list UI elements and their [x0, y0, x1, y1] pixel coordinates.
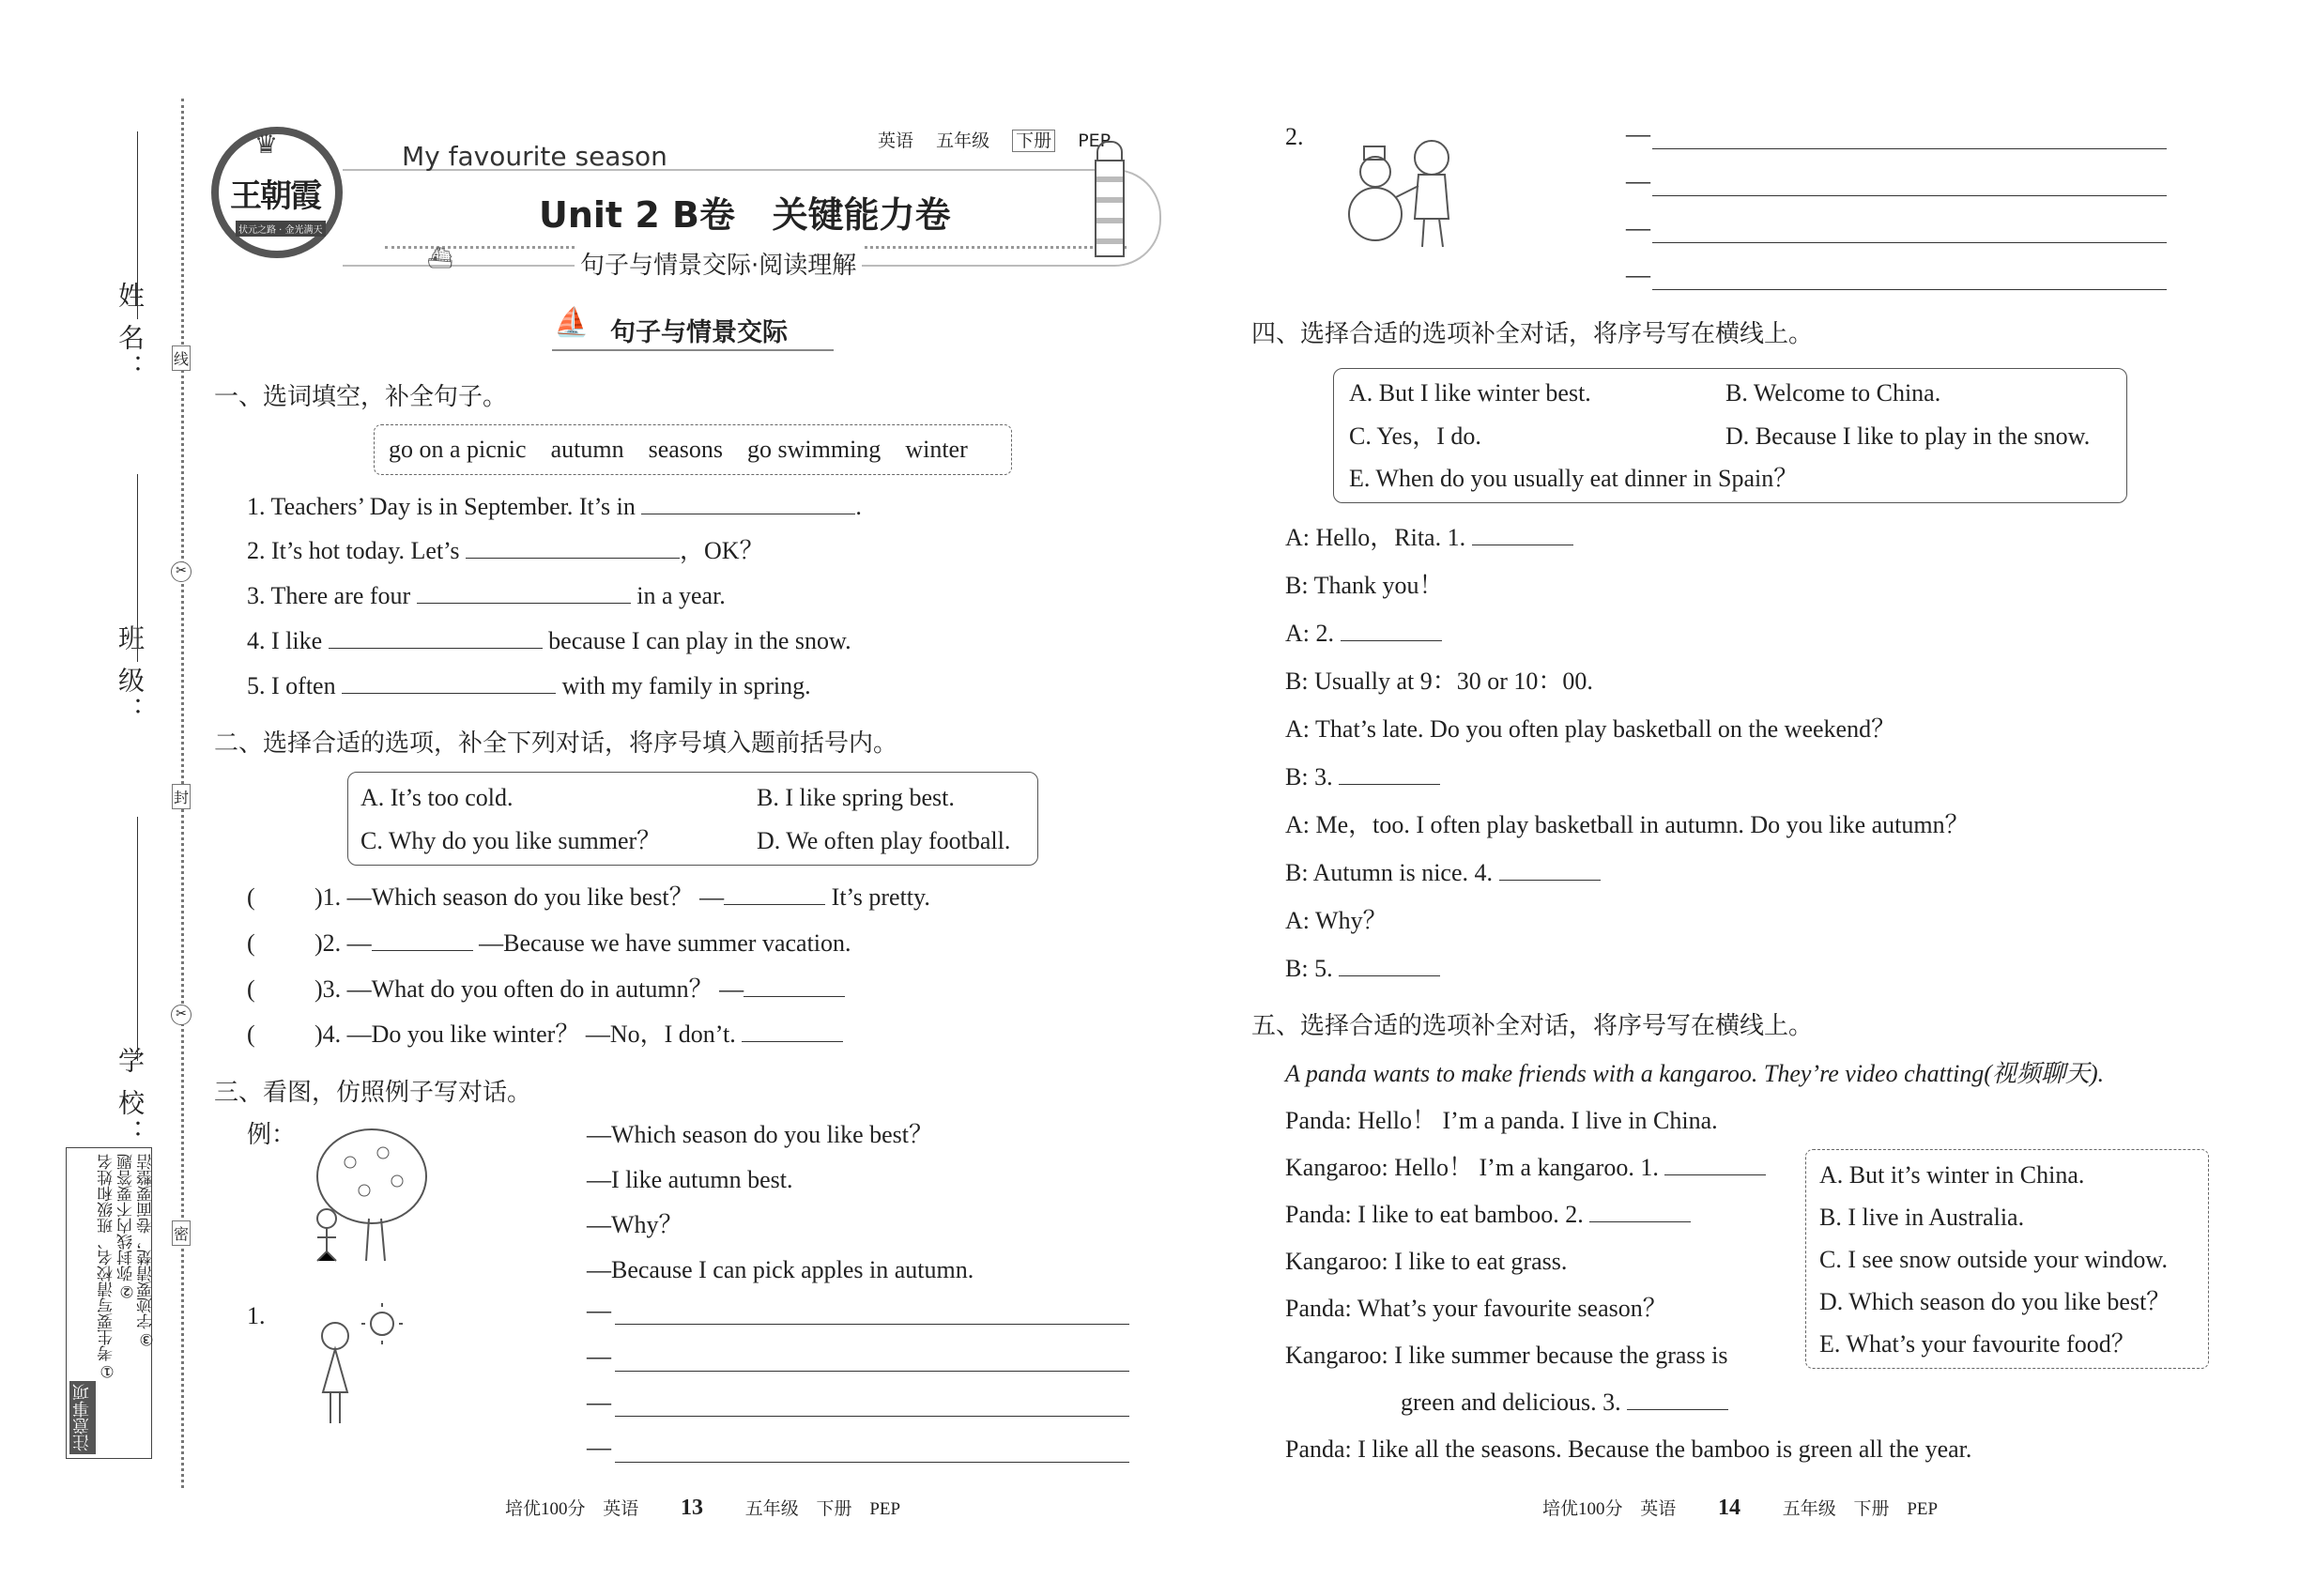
option: C. Why do you like summer？ — [360, 827, 662, 854]
dash: — — [1626, 120, 1650, 147]
page-title: Unit 2 B卷 关键能力卷 — [539, 194, 951, 236]
question: 5. I often with my family in spring. — [247, 672, 811, 699]
footer-term: 下册 — [1853, 1499, 1890, 1519]
name-label: 姓 名： — [115, 282, 146, 384]
footer-left — [505, 1495, 900, 1521]
dialog-line: B: Autumn is nice. 4. — [1285, 858, 1601, 888]
option: A. But it’s winter in China. — [1819, 1161, 2085, 1189]
dialog-line: B: Usually at 9：30 or 10：00. — [1285, 668, 1593, 695]
school-line[interactable] — [137, 817, 138, 1061]
option: C. Yes，I do. — [1349, 422, 1481, 450]
s4-heading: 四、选择合适的选项补全对话，将序号写在横线上。 — [1251, 320, 1814, 348]
dialog-line: Panda: Hello！ I’m a panda. I live in China. — [1285, 1107, 1718, 1134]
header-meta — [878, 127, 1111, 152]
question: 4. I like because I can play in the snow. — [247, 627, 851, 654]
class-label: 班 级： — [115, 624, 146, 727]
name-line[interactable] — [137, 131, 138, 319]
answer-bracket[interactable]: ( — [247, 975, 255, 1003]
dialog-line: Panda: What’s your favourite season？ — [1285, 1295, 1667, 1322]
option: D. Because I like to play in the snow. — [1725, 422, 2091, 450]
meta-grade: 五年级 — [936, 130, 990, 151]
example-line: —Which season do you like best？ — [587, 1121, 933, 1148]
answer-blank[interactable] — [342, 672, 556, 694]
q1-label: 1. — [247, 1302, 266, 1329]
question: ( )4. —Do you like winter？ —No，I don’t. — [247, 1020, 843, 1050]
word-bank-words — [389, 435, 968, 465]
s5-heading: 五、选择合适的选项补全对话，将序号写在横线上。 — [1251, 1012, 1814, 1040]
q2-label: 2. — [1285, 123, 1304, 150]
answer-blank[interactable] — [1472, 524, 1573, 545]
dialog-line: green and delicious. 3. — [1401, 1388, 1728, 1418]
cut-char-mi: 密 — [172, 1220, 191, 1246]
dash: — — [587, 1434, 611, 1461]
option: A. It’s too cold. — [360, 784, 514, 811]
dash: — — [587, 1389, 611, 1416]
dash: — — [587, 1343, 611, 1370]
option: B. I live in Australia. — [1819, 1204, 2025, 1231]
option: B. I like spring best. — [757, 784, 955, 811]
dialog-line: A: Hello，Rita. 1. — [1285, 523, 1573, 553]
note-1: ①考生要写清校名、班级和姓名 — [98, 1154, 116, 1380]
question: 1. Teachers’ Day is in September. It’s in . — [247, 493, 862, 520]
answer-blank[interactable] — [1589, 1201, 1691, 1222]
footer-subject: 英语 — [603, 1499, 639, 1519]
answer-blank[interactable] — [742, 1021, 843, 1042]
answer-blank[interactable] — [1339, 955, 1440, 976]
page-number: 14 — [1718, 1496, 1741, 1520]
lighthouse-icon — [1089, 141, 1127, 261]
footer-right — [1542, 1495, 1938, 1521]
s2-heading: 二、选择合适的选项，补全下列对话，将序号填入题前括号内。 — [214, 729, 898, 758]
dialog-line: Kangaroo: I like to eat grass. — [1285, 1248, 1568, 1275]
answer-bracket[interactable]: ( — [247, 1021, 255, 1048]
answer-line[interactable] — [615, 1371, 1129, 1372]
section-banner: 句子与情景交际 — [610, 318, 788, 347]
answer-blank[interactable] — [372, 929, 473, 951]
dash: — — [587, 1297, 611, 1324]
dialog-line: B: 3. — [1285, 762, 1440, 792]
example-line: —I like autumn best. — [587, 1166, 793, 1193]
cut-char-xian: 线 — [172, 345, 191, 371]
s5-intro: A panda wants to make friends with a kangaroo. They’re video chatting(视频聊天). — [1285, 1060, 2105, 1087]
s3-heading: 三、看图，仿照例子写对话。 — [214, 1079, 532, 1107]
question: 2. It’s hot today. Let’s ，OK？ — [247, 537, 764, 564]
answer-line[interactable] — [1652, 195, 2167, 196]
option: E. When do you usually eat dinner in Spain？ — [1349, 465, 1799, 492]
dialog-line: Kangaroo: I like summer because the grass is — [1285, 1342, 1728, 1369]
word-option: autumn — [550, 436, 624, 463]
answer-blank[interactable] — [641, 493, 855, 514]
sailboat-icon: ⛵ — [554, 307, 590, 338]
question: ( )1. —Which season do you like best？ — It’s pretty. — [247, 883, 930, 911]
answer-blank[interactable] — [1664, 1154, 1766, 1175]
footer-edition: PEP — [1907, 1499, 1939, 1519]
footer-grade: 五年级 — [1782, 1499, 1836, 1519]
answer-blank[interactable] — [744, 975, 845, 997]
brand-name: 王朝霞 — [230, 177, 320, 215]
option: B. Welcome to China. — [1725, 379, 1941, 407]
option: C. I see snow outside your window. — [1819, 1246, 2168, 1273]
scissors-icon: ✂ — [171, 561, 192, 582]
crown-icon: ♛ — [254, 130, 279, 160]
girl-summer-illustration — [293, 1303, 406, 1435]
footer-subject: 英语 — [1640, 1499, 1677, 1519]
question: 3. There are four in a year. — [247, 582, 726, 609]
notes-title: 注意事项 — [69, 1381, 96, 1454]
answer-bracket[interactable]: ( — [247, 883, 255, 911]
answer-blank[interactable] — [724, 883, 825, 905]
page-subtitle: 句子与情景交际·阅读理解 — [575, 246, 862, 281]
word-option: winter — [905, 436, 968, 463]
boat-icon: ⛴ — [427, 246, 453, 269]
dialog-line: B: Thank you！ — [1285, 572, 1444, 599]
brand-small: 状元之路 · 金光满天 — [236, 221, 326, 237]
school-label: 学 校： — [115, 1047, 146, 1149]
answer-blank[interactable] — [466, 537, 680, 559]
word-option: go on a picnic — [389, 436, 527, 463]
meta-subject: 英语 — [878, 130, 914, 151]
answer-blank[interactable] — [1499, 859, 1601, 881]
option: D. Which season do you like best？ — [1819, 1288, 2171, 1315]
example-label: 例： — [247, 1121, 297, 1149]
dialog-line: A: Me，too. I often play basketball in autumn. Do you like autumn？ — [1285, 811, 1970, 838]
notes-box — [66, 1147, 156, 1459]
footer-grade: 五年级 — [744, 1499, 799, 1519]
snowman-illustration — [1338, 130, 1479, 252]
question: ( )3. —What do you often do in autumn？ — — [247, 974, 845, 1005]
option: E. What’s your favourite food？ — [1819, 1330, 2136, 1358]
dialog-line: A: 2. — [1285, 619, 1442, 649]
answer-blank[interactable] — [1627, 1389, 1728, 1410]
meta-term: 下册 — [1012, 130, 1055, 152]
unit-en: My favourite season — [402, 141, 667, 172]
dash: — — [1626, 214, 1650, 241]
brand-logo — [211, 127, 343, 258]
answer-line[interactable] — [615, 1416, 1129, 1417]
cut-char-feng: 封 — [172, 784, 191, 809]
page-number: 13 — [681, 1496, 704, 1520]
note-3: ③字迹要清楚，卷面要整洁 — [137, 1154, 156, 1348]
dialog-line: Kangaroo: Hello！ I’m a kangaroo. 1. — [1285, 1153, 1766, 1183]
note-2: ②弥封线内不要答题 — [117, 1154, 136, 1300]
answer-blank[interactable] — [417, 582, 631, 604]
dash: — — [1626, 167, 1650, 194]
s1-heading: 一、选词填空，补全句子。 — [214, 383, 508, 411]
banner-underline — [552, 349, 834, 351]
dialog-line: A: That’s late. Do you often play basketball on the weekend？ — [1285, 715, 1896, 743]
apple-tree-illustration — [299, 1125, 430, 1266]
answer-line[interactable] — [1652, 289, 2167, 290]
answer-blank[interactable] — [1341, 620, 1442, 641]
question: ( )2. — —Because we have summer vacation. — [247, 929, 851, 957]
example-line: —Why？ — [587, 1211, 683, 1238]
scissors-icon: ✂ — [171, 1005, 192, 1025]
meta-edition: PEP — [1078, 130, 1112, 151]
answer-bracket[interactable]: ( — [247, 929, 255, 957]
example-line: —Because I can pick apples in autumn. — [587, 1256, 974, 1283]
answer-line[interactable] — [615, 1324, 1129, 1325]
footer-term: 下册 — [816, 1499, 852, 1519]
footer-edition: PEP — [869, 1499, 901, 1519]
dialog-line: B: 5. — [1285, 954, 1440, 984]
dialog-line: Panda: I like to eat bamboo. 2. — [1285, 1200, 1691, 1230]
answer-line[interactable] — [1652, 242, 2167, 243]
answer-blank[interactable] — [1339, 763, 1440, 785]
answer-line[interactable] — [1652, 148, 2167, 149]
dash: — — [1626, 261, 1650, 288]
option: D. We often play football. — [757, 827, 1011, 854]
answer-line[interactable] — [615, 1462, 1129, 1463]
dialog-line: Panda: I like all the seasons. Because the bamboo is green all the year. — [1285, 1435, 1972, 1463]
option: A. But I like winter best. — [1349, 379, 1591, 407]
answer-blank[interactable] — [329, 627, 543, 649]
dialog-line: A: Why？ — [1285, 907, 1388, 934]
word-option: seasons — [648, 436, 724, 463]
footer-brand: 培优100分 — [1542, 1499, 1623, 1519]
footer-brand: 培优100分 — [505, 1499, 586, 1519]
class-line[interactable] — [137, 474, 138, 662]
word-option: go swimming — [747, 436, 882, 463]
